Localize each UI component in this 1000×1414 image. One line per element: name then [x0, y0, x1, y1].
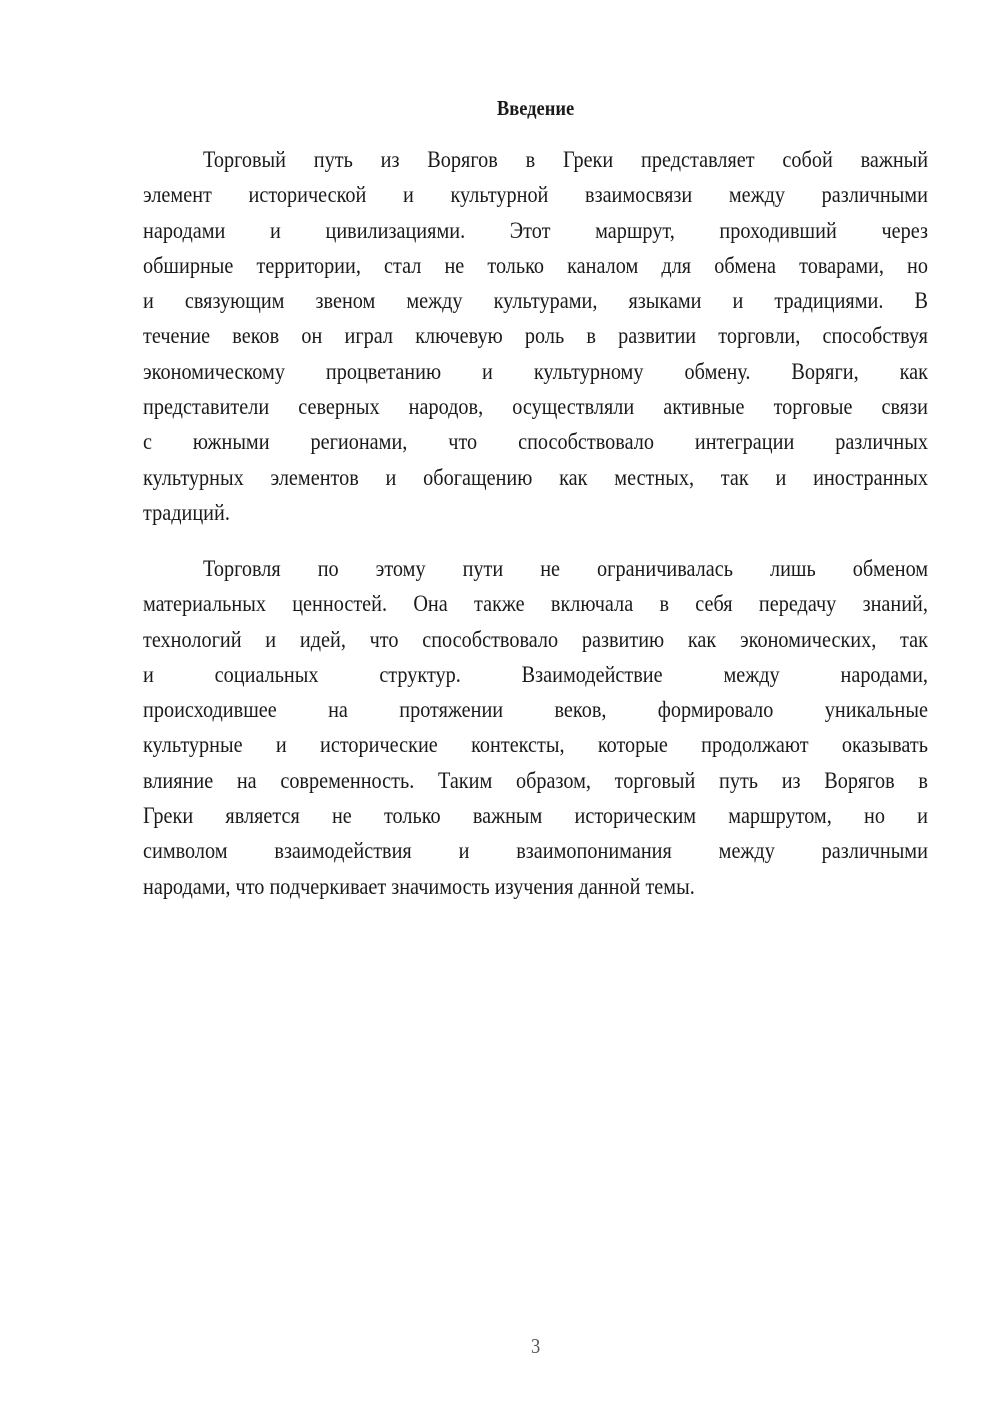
paragraph-1 [143, 142, 928, 530]
section-heading: Введение [496, 96, 575, 120]
text-line: происходившее на протяжении веков, формировало уникальные [143, 697, 928, 723]
text-line: представители северных народов, осуществляли активные торговые связи [143, 394, 928, 420]
text-line: с южными регионами, что способствовало интеграции различных [143, 429, 928, 455]
text-line: и связующим звеном между культурами, языками и традициями. В [143, 288, 928, 314]
text-line: народами и цивилизациями. Этот маршрут, проходивший через [143, 217, 928, 243]
text-line: технологий и идей, что способствовало развитию как экономических, так [143, 626, 928, 652]
text-line: Греки является не только важным историческим маршрутом, но и [143, 803, 928, 829]
text-line: народами, что подчеркивает значимость изучения данной темы. [143, 873, 695, 899]
text-line: традиций. [143, 499, 230, 525]
text-line: материальных ценностей. Она также включала в себя передачу знаний, [143, 591, 928, 617]
text-line: символом взаимодействия и взаимопонимания между различными [143, 838, 928, 864]
text-line: культурных элементов и обогащению как местных, так и иностранных [143, 464, 928, 490]
page-number: 3 [530, 1334, 541, 1358]
text-line: культурные и исторические контексты, которые продолжают оказывать [143, 732, 928, 758]
text-line: течение веков он играл ключевую роль в развитии торговли, способствуя [143, 323, 928, 349]
text-line: обширные территории, стал не только каналом для обмена товарами, но [143, 252, 928, 278]
text-line: и социальных структур. Взаимодействие между народами, [143, 661, 928, 687]
text-line: экономическому процветанию и культурному обмену. Воряги, как [143, 358, 928, 384]
paragraph-2 [143, 551, 928, 904]
text-line: Торговый путь из Ворягов в Греки представляет собой важный [203, 147, 929, 172]
text-line: влияние на современность. Таким образом, торговый путь из Ворягов в [143, 767, 928, 793]
text-line: элемент исторической и культурной взаимосвязи между различными [143, 182, 928, 208]
text-line: Торговля по этому пути не ограничивалась лишь обменом [203, 556, 929, 581]
